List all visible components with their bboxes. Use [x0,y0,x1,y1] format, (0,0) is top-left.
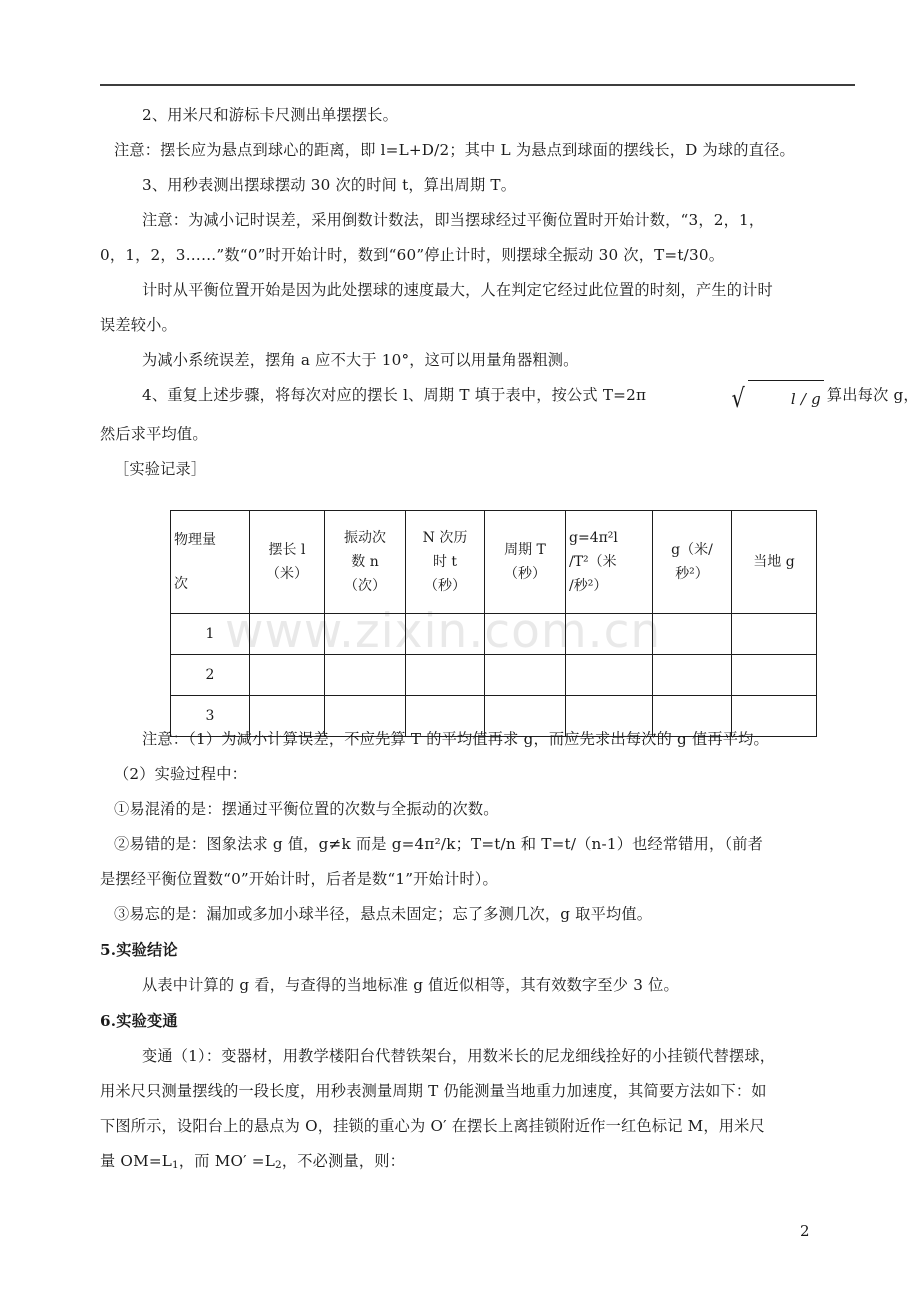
header-line-2: /T²（米 [569,554,617,570]
experiment-record-table [170,510,817,737]
row-data-cell[interactable] [250,614,325,655]
header-line-1: g=4π²l [569,530,618,546]
row-data-cell[interactable] [325,696,406,737]
subscript-l1: 1 [172,1159,179,1171]
paragraph-variation-line2: 用米尺只测量摆线的一段长度，用秒表测量周期 T 仍能测量当地重力加速度，其简要方法如下：如 [100,1082,767,1100]
table-header-cell-g-formula [566,511,653,614]
table-header-cell-oscillation-count [325,511,406,614]
table-body [171,614,817,737]
table-header-cell-length [250,511,325,614]
paragraph-forget-item: ③易忘的是：漏加或多加小球半径，悬点未固定；忘了多测几次，g 取平均值。 [114,905,653,923]
row-data-cell[interactable] [325,614,406,655]
header-line-1: 周期 T [504,542,546,558]
radicand-value: l / g [748,380,824,417]
page-number: 2 [800,1222,810,1240]
table-header-row [171,511,817,614]
table-row [171,614,817,655]
row-data-cell[interactable] [653,655,732,696]
table-header-cell-g-value [653,511,732,614]
row-data-cell[interactable] [732,696,817,737]
header-line-1: N 次历 [422,530,468,546]
row-data-cell[interactable] [732,614,817,655]
row-data-cell[interactable] [566,655,653,696]
heading-experiment-conclusion: 5.实验结论 [100,941,178,959]
row-index-cell: 2 [171,655,250,696]
paragraph-timing-reason-line1: 计时从平衡位置开始是因为此处摆球的速度最大，人在判定它经过此位置的时刻，产生的计时 [142,281,773,299]
radical-sign-icon: √ [731,384,746,414]
header-line-3: （秒） [424,578,466,594]
row-data-cell[interactable] [406,614,485,655]
paragraph-step-2: 2、用米尺和游标卡尺测出单摆摆长。 [142,106,399,124]
table-header-cell-local-g [732,511,817,614]
paragraph-conclusion-text: 从表中计算的 g 看，与查得的当地标准 g 值近似相等，其有效数字至少 3 位。 [142,976,679,994]
paragraph-record-label: ［实验记录］ [114,460,207,478]
variation-measure-middle: ，而 MO′ =L [178,1152,276,1170]
header-line-1: 振动次 [344,530,386,546]
row-data-cell[interactable] [566,696,653,737]
watermark-text: www.zixin.com.cn [225,604,662,659]
paragraph-step-4-line1 [100,378,919,417]
experiment-record-table-wrapper [170,510,817,737]
row-data-cell[interactable] [653,614,732,655]
header-line-2: 数 n [351,554,379,570]
header-line-2: （秒） [504,566,546,582]
heading-experiment-variation: 6.实验变通 [100,1012,178,1030]
table-header [171,511,817,614]
row-data-cell[interactable] [566,614,653,655]
header-line-3: （次） [344,578,386,594]
paragraph-note-pendulum-length: 注意：摆长应为悬点到球心的距离，即 l=L+D/2；其中 L 为悬点到球面的摆线长，D 为球的直径。 [114,141,795,159]
table-header-cell-quantity [171,511,250,614]
header-line-1: 物理量 [174,532,216,548]
row-data-cell[interactable] [485,696,566,737]
row-data-cell[interactable] [250,696,325,737]
row-index-cell: 3 [171,696,250,737]
header-line-2: 次 [174,576,188,592]
table-header-cell-elapsed-time [406,511,485,614]
table-row [171,655,817,696]
header-line-2: 时 t [432,554,458,570]
paragraph-variation-line1: 变通（1）：变器材，用教学楼阳台代替铁架台，用数米长的尼龙细线拴好的小挂锁代替摆球， [142,1047,776,1065]
row-index-cell: 1 [171,614,250,655]
row-data-cell[interactable] [406,696,485,737]
paragraph-step-4-line2: 然后求平均值。 [100,425,208,443]
paragraph-variation-line4 [100,1144,860,1183]
paragraph-error-item-line2: 是摆经平衡位置数“0”开始计时，后者是数“1”开始计时）。 [100,870,498,888]
paragraph-systematic-error: 为减小系统误差，摆角 a 应不大于 10°，这可以用量角器粗测。 [142,351,579,369]
header-line-3: /秒²） [569,578,608,594]
header-line-1: g（米/ [671,542,713,558]
subscript-l2: 2 [275,1159,282,1171]
square-root-formula [650,380,824,417]
step-4-text-after-formula: 算出每次 g， [826,386,919,404]
header-line-1: 摆长 l [268,542,306,558]
variation-measure-before: 量 OM=L [100,1152,173,1170]
paragraph-error-item-line1: ②易错的是：图象法求 g 值，g≠k 而是 g=4π²/k；T=t/n 和 T=t/（n-1）也经常错用，（前者 [114,835,764,853]
paragraph-note-1: 注意：（1）为减小计算误差，不应先算 T 的平均值再求 g，而应先求出每次的 g 值再平均。 [142,730,769,748]
row-data-cell[interactable] [250,655,325,696]
row-data-cell[interactable] [325,655,406,696]
step-4-text-before-formula: 4、重复上述步骤，将每次对应的摆长 l、周期 T 填于表中，按公式 T=2π [142,386,647,404]
header-rule [100,84,855,86]
table-row [171,696,817,737]
paragraph-note-counting-line2: 0，1，2，3……”数“0”时开始计时，数到“60”停止计时，则摆球全振动 30 次，T=t/30。 [100,246,725,264]
row-data-cell[interactable] [653,696,732,737]
variation-measure-after: ，不必测量，则： [281,1152,406,1170]
header-line-1: 当地 g [753,554,795,570]
row-data-cell[interactable] [485,614,566,655]
header-line-2: 秒²） [675,566,709,582]
header-line-2: （米） [266,566,308,582]
paragraph-timing-reason-line2: 误差较小。 [100,316,177,334]
paragraph-note-counting-line1: 注意：为减小记时误差，采用倒数计数法，即当摆球经过平衡位置时开始计数，“3，2，1， [142,211,765,229]
paragraph-note-2: （2）实验过程中： [114,765,247,783]
row-data-cell[interactable] [406,655,485,696]
table-header-cell-period [485,511,566,614]
row-data-cell[interactable] [485,655,566,696]
paragraph-variation-line3: 下图所示，设阳台上的悬点为 O，挂锁的重心为 O′ 在摆长上离挂锁附近作一红色标记 M，用米尺 [100,1117,765,1135]
paragraph-step-3: 3、用秒表测出摆球摆动 30 次的时间 t，算出周期 T。 [142,176,517,194]
row-data-cell[interactable] [732,655,817,696]
paragraph-confusion-item: ①易混淆的是：摆通过平衡位置的次数与全振动的次数。 [114,800,499,818]
